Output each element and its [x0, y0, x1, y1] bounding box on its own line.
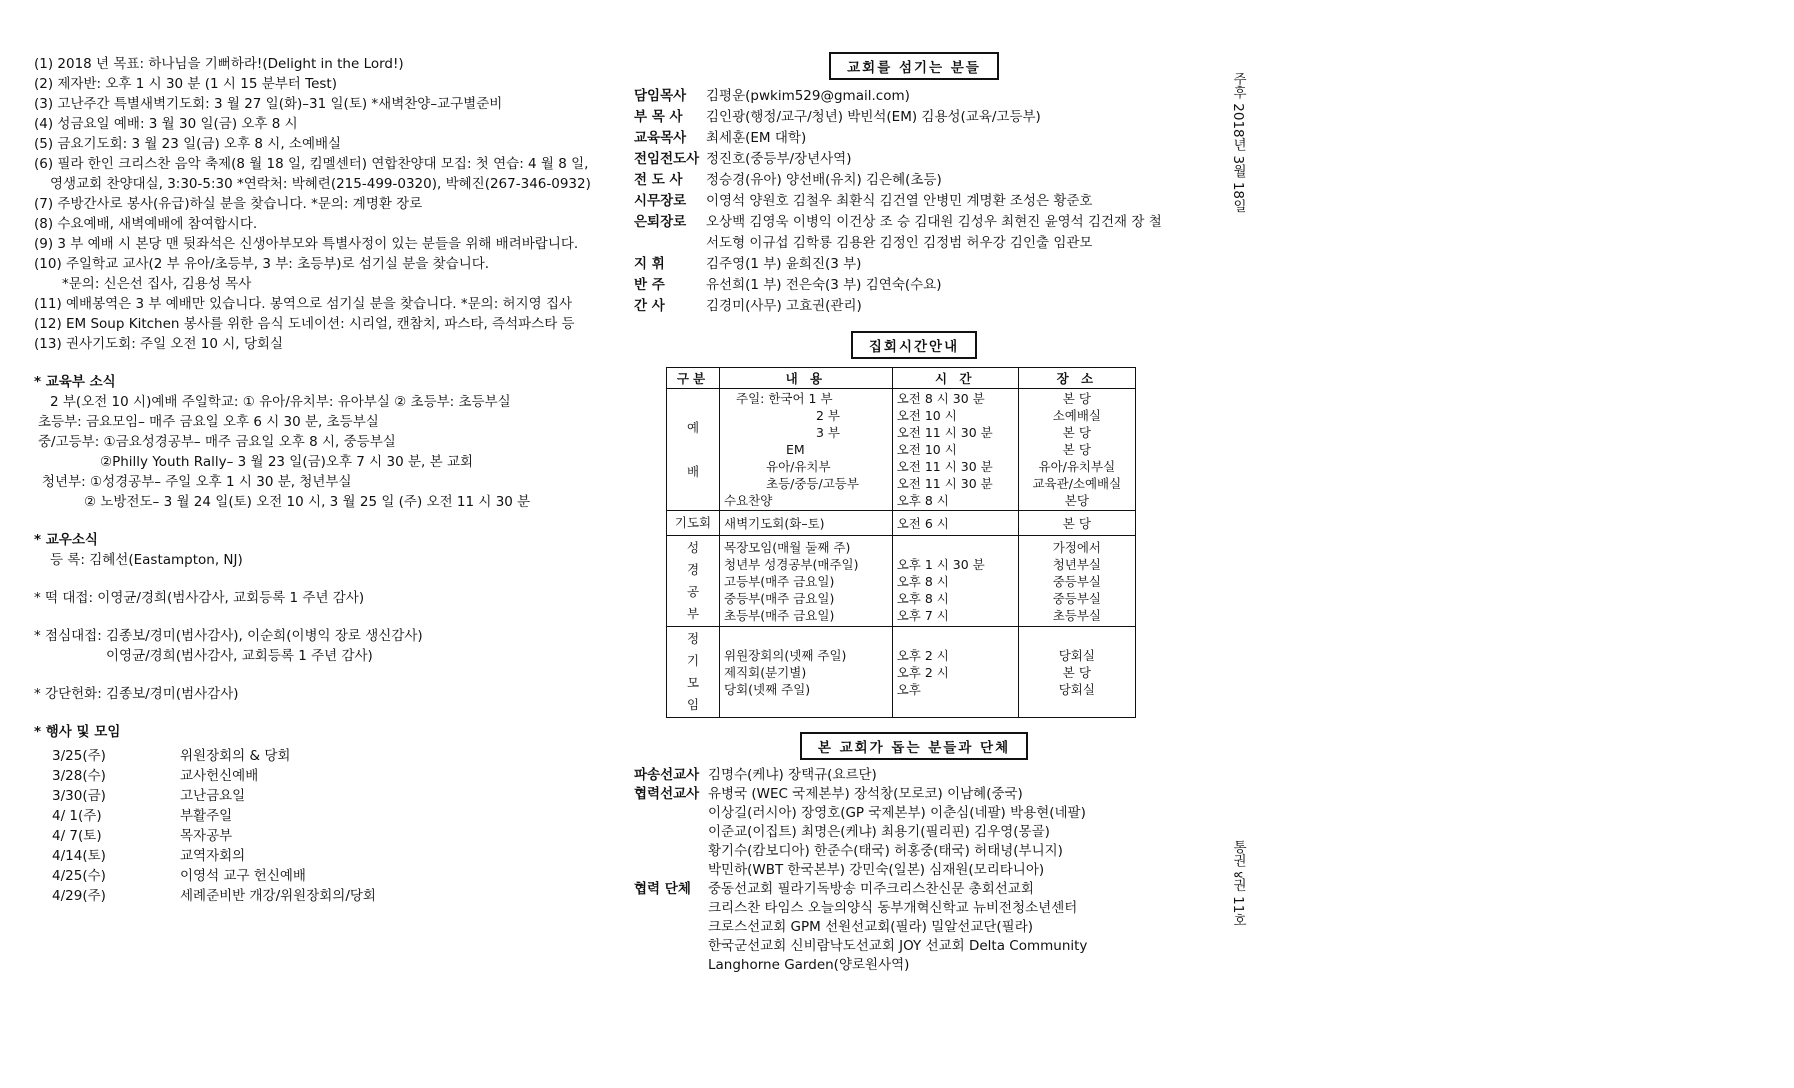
- announcement-item: *문의: 신은선 집사, 김용성 목사: [62, 276, 252, 292]
- schedule-header: 장 소: [1018, 368, 1135, 389]
- mission-names: 김명수(케냐) 장택규(요르단): [708, 767, 877, 783]
- schedule-header: 구분: [667, 368, 720, 389]
- staff-role: 반 주: [634, 277, 665, 293]
- schedule-content: 유아/유치부: [766, 459, 831, 474]
- schedule-time: [897, 539, 1014, 556]
- event-name: 고난금요일: [180, 788, 246, 804]
- staff-names: 서도형 이규섭 김학룡 김용완 김정인 김정범 허우강 김인출 임관모: [706, 235, 1093, 251]
- staff-row: [634, 170, 1194, 191]
- schedule-content: 3 부: [816, 425, 841, 440]
- schedule-category: 정 기 모 임: [667, 627, 720, 718]
- schedule-time: 오전 11 시 30 분: [896, 459, 993, 474]
- schedule-header: 시 간: [892, 368, 1018, 389]
- schedule-place: 중등부실: [1052, 573, 1101, 589]
- schedule-time: 오전 10 시: [896, 442, 957, 457]
- schedule-place-cell: [1018, 511, 1135, 536]
- mission-row: [634, 937, 1194, 956]
- mission-category: 파송선교사: [634, 767, 700, 783]
- schedule-time-cell: [892, 511, 1018, 536]
- schedule-time: 오후 8 시: [896, 590, 949, 606]
- staff-role: 지 휘: [634, 256, 665, 272]
- staff-row: [634, 233, 1194, 254]
- schedule-row: [667, 389, 1136, 511]
- schedule-content: 제직회(분기별): [724, 664, 807, 680]
- event-row: [34, 846, 619, 866]
- staff-names: 김평운(pwkim529@gmail.com): [706, 88, 910, 104]
- members-section: [34, 530, 619, 570]
- event-date: 4/29(주): [52, 888, 106, 904]
- staff-row: [634, 191, 1194, 212]
- announcement-item: (6) 필라 한인 크리스찬 음악 축제(8 월 18 일, 킴멜센터) 연합찬양대 모집: 첫 연습: 4 월 8 일,: [34, 156, 589, 172]
- mission-names: 이준교(이집트) 최명은(케냐) 최용기(필리핀) 김우영(몽골): [708, 824, 1050, 840]
- schedule-place: 당회실: [1058, 681, 1095, 697]
- mission-category: [634, 823, 708, 842]
- mission-row: [634, 785, 1194, 804]
- staff-row: [634, 212, 1194, 233]
- mission-category: [634, 861, 708, 880]
- schedule-place: 본 당: [1062, 425, 1091, 440]
- announcement-item: (4) 성금요일 예배: 3 월 30 일(금) 오후 8 시: [34, 116, 298, 132]
- event-row: [34, 866, 619, 886]
- event-name: 이영석 교구 헌신예배: [180, 868, 306, 884]
- mission-category: [634, 804, 708, 823]
- schedule-time: 오후 8 시: [896, 573, 949, 589]
- schedule-time: 오전 8 시 30 분: [896, 391, 985, 406]
- schedule-content: EM: [786, 442, 805, 457]
- staff-row: [634, 86, 1194, 107]
- schedule-title: 집회시간안내: [851, 331, 977, 359]
- announcement-item: (10) 주일학교 교사(2 부 유아/초등부, 3 부: 초등부)로 섬기실 분을 찾습니다.: [34, 256, 490, 272]
- schedule-place: 당회실: [1058, 647, 1095, 663]
- announcement-item: (9) 3 부 예배 시 본당 맨 뒷좌석은 신생아부모와 특별사정이 있는 분들을 위해 배려바랍니다.: [34, 236, 579, 252]
- announcement-item: (1) 2018 년 목표: 하나님을 기뻐하라!(Delight in the Lord!): [34, 56, 404, 72]
- schedule-time: 오전 6 시: [896, 515, 949, 531]
- event-row: [34, 786, 619, 806]
- mission-names: 유병국 (WEC 국제본부) 장석창(모로코) 이남혜(중국): [708, 786, 1023, 802]
- schedule-table: [666, 367, 1136, 718]
- mission-row: [634, 899, 1194, 918]
- schedule-time: 오후 2 시: [896, 664, 949, 680]
- schedule-content: 초등/중등/고등부: [766, 476, 859, 491]
- schedule-row: [667, 627, 1136, 718]
- event-row: [34, 766, 619, 786]
- mission-names: 한국군선교회 신비람낙도선교회 JOY 선교회 Delta Community: [708, 938, 1088, 954]
- mission-row: [634, 918, 1194, 937]
- mission-category: [634, 918, 708, 937]
- flowers-line: * 강단헌화: 김종보/경미(범사감사): [34, 686, 239, 702]
- schedule-row: [667, 511, 1136, 536]
- education-line: ②Philly Youth Rally– 3 월 23 일(금)오후 7 시 30 분, 본 교회: [100, 454, 474, 470]
- mission-row: [634, 766, 1194, 785]
- announcement-item: (2) 제자반: 오후 1 시 30 분 (1 시 15 분부터 Test): [34, 76, 337, 92]
- announcements-list: [34, 54, 619, 354]
- right-column: [634, 52, 1194, 975]
- staff-names: 정진호(중등부/장년사역): [706, 151, 852, 167]
- missions-title: 본 교회가 돕는 분들과 단체: [800, 732, 1028, 760]
- lunch-line-1: * 점심대접: 김종보/경미(범사감사), 이순희(이병익 장로 생신감사): [34, 628, 423, 644]
- schedule-time: 오전 11 시 30 분: [896, 476, 993, 491]
- lunch-line-2: 이영균/경희(범사감사, 교회등록 1 주년 감사): [106, 648, 373, 664]
- staff-role: 간 사: [634, 298, 665, 314]
- schedule-place-cell: [1018, 627, 1135, 718]
- announcement-item: (12) EM Soup Kitchen 봉사를 위한 음식 도네이션: 시리얼, 캔참치, 파스타, 즉석파스타 등: [34, 316, 575, 332]
- event-date: 4/ 1(주): [52, 808, 102, 824]
- event-name: 목자공부: [180, 828, 233, 844]
- event-row: [34, 746, 619, 766]
- staff-names: 김주영(1 부) 윤희진(3 부): [706, 256, 862, 272]
- announcement-item: (11) 예배봉역은 3 부 예배만 있습니다. 봉역으로 섬기실 분을 찾습니다. *문의: 허지영 집사: [34, 296, 573, 312]
- announcement-item: 영생교회 찬양대실, 3:30-5:30 *연락처: 박혜련(215-499-0320), 박혜진(267-346-0932): [50, 176, 591, 192]
- schedule-header: 내 용: [720, 368, 893, 389]
- event-row: [34, 806, 619, 826]
- events-list: [34, 746, 619, 906]
- mission-names: Langhorne Garden(양로원사역): [708, 957, 910, 973]
- mission-row: [634, 880, 1194, 899]
- event-row: [34, 886, 619, 906]
- schedule-time-cell: [892, 536, 1018, 627]
- schedule-header-row: [667, 368, 1136, 389]
- schedule-content-cell: [720, 627, 893, 718]
- mission-names: 크로스선교회 GPM 선원선교회(필라) 밀알선교단(필라): [708, 919, 1034, 935]
- staff-title: 교회를 섬기는 분들: [829, 52, 999, 80]
- schedule-place: 본당: [1064, 493, 1089, 508]
- mission-row: [634, 842, 1194, 861]
- mission-names: 황기수(캄보디아) 한준수(태국) 허홍중(태국) 허태녕(부니지): [708, 843, 1063, 859]
- schedule-place: 가정에서: [1052, 539, 1101, 555]
- mission-names: 이상길(러시아) 장영호(GP 국제본부) 이춘심(네팔) 박용현(네팔): [708, 805, 1086, 821]
- education-line: 2 부(오전 10 시)예배 주일학교: ① 유아/유치부: 유아부실 ② 초등부: 초등부실: [50, 394, 511, 410]
- mission-names: 크리스찬 타임스 오늘의양식 동부개혁신학교 뉴비전청소년센터: [708, 900, 1078, 916]
- left-column: [34, 54, 619, 906]
- schedule-time: 오후 8 시: [896, 493, 949, 508]
- members-title: * 교우소식: [34, 532, 98, 548]
- schedule-time: 오후 7 시: [896, 607, 949, 623]
- staff-role: 부 목 사: [634, 109, 683, 125]
- mission-row: [634, 823, 1194, 842]
- schedule-place: 초등부실: [1052, 607, 1101, 623]
- staff-role: 시무장로: [634, 193, 687, 209]
- rice-cake-line: * 떡 대접: 이영균/경희(범사감사, 교회등록 1 주년 감사): [34, 590, 365, 606]
- schedule-time: 오후: [896, 681, 921, 697]
- missions-list: [634, 766, 1194, 975]
- mission-row: [634, 861, 1194, 880]
- staff-role: 담임목사: [634, 88, 687, 104]
- staff-row: [634, 107, 1194, 128]
- mission-names: 중동선교회 필라기독방송 미주크리스찬신문 총회선교회: [708, 881, 1034, 897]
- schedule-time: 오후 1 시 30 분: [896, 556, 985, 572]
- mission-category: [634, 842, 708, 861]
- schedule-place: 본 당: [1062, 664, 1091, 680]
- staff-row: [634, 296, 1194, 317]
- lunch-section: [34, 626, 619, 666]
- announcement-item: (8) 수요예배, 새벽예배에 참여합시다.: [34, 216, 258, 232]
- schedule-content: 당회(넷째 주일): [724, 681, 811, 697]
- event-date: 3/25(주): [52, 748, 106, 764]
- schedule-category: 예 배: [667, 389, 720, 511]
- mission-category: 협력선교사: [634, 786, 700, 802]
- mission-category: [634, 937, 708, 956]
- schedule-content: 주일: 한국어 1 부: [736, 391, 833, 406]
- schedule-content: 위원장회의(넷째 주일): [724, 647, 847, 663]
- schedule-time: 오전 11 시 30 분: [896, 425, 993, 440]
- staff-role: 은퇴장로: [634, 214, 687, 230]
- education-title: * 교육부 소식: [34, 374, 116, 390]
- staff-names: 오상백 김영욱 이병익 이건상 조 승 김대원 김성우 최현진 윤영석 김건재 장 철: [706, 214, 1162, 230]
- schedule-category: 기도회: [667, 511, 720, 536]
- staff-row: [634, 275, 1194, 296]
- side-volume: 통권 ४권 11호: [1230, 840, 1246, 927]
- education-line: 청년부: ①성경공부– 주일 오후 1 시 30 분, 청년부실: [42, 474, 352, 490]
- staff-names: 김인광(행정/교구/청년) 박빈석(EM) 김용성(교육/고등부): [706, 109, 1041, 125]
- staff-names: 최세훈(EM 대학): [706, 130, 807, 146]
- events-title: * 행사 및 모임: [34, 724, 121, 740]
- staff-role: 교육목사: [634, 130, 687, 146]
- schedule-time: 오후 2 시: [896, 647, 949, 663]
- event-date: 4/25(수): [52, 868, 106, 884]
- announcement-item: (13) 권사기도회: 주일 오전 10 시, 당회실: [34, 336, 284, 352]
- event-name: 교역자회의: [180, 848, 246, 864]
- event-date: 3/30(금): [52, 788, 106, 804]
- schedule-content: 새벽기도회(화–토): [724, 515, 825, 531]
- announcement-item: (3) 고난주간 특별새벽기도회: 3 월 27 일(화)–31 일(토) *새벽찬양–교구별준비: [34, 96, 503, 112]
- staff-role: 전 도 사: [634, 172, 683, 188]
- mission-category: [634, 956, 708, 975]
- schedule-time: 오전 10 시: [896, 408, 957, 423]
- event-name: 세례준비반 개강/위원장회의/당회: [180, 888, 376, 904]
- schedule-place-cell: [1018, 389, 1135, 511]
- schedule-content: 목장모임(매월 둘째 주): [724, 539, 851, 555]
- education-line: ② 노방전도– 3 월 24 일(토) 오전 10 시, 3 월 25 일 (주) 오전 11 시 30 분: [84, 494, 531, 510]
- announcement-item: (7) 주방간사로 봉사(유급)하실 분을 찾습니다. *문의: 계명환 장로: [34, 196, 423, 212]
- event-name: 교사헌신예배: [180, 768, 259, 784]
- event-date: 3/28(수): [52, 768, 106, 784]
- mission-category: 협력 단체: [634, 881, 691, 897]
- education-section: [34, 372, 619, 512]
- staff-row: [634, 254, 1194, 275]
- schedule-place: 본 당: [1062, 442, 1091, 457]
- schedule-content: 수요찬양: [724, 493, 773, 508]
- schedule-content: 중등부(매주 금요일): [724, 590, 835, 606]
- staff-names: 정승경(유아) 양선배(유치) 김은혜(초등): [706, 172, 942, 188]
- schedule-time-cell: [892, 627, 1018, 718]
- event-date: 4/ 7(토): [52, 828, 102, 844]
- members-line: 등 록: 김혜선(Eastampton, NJ): [50, 552, 243, 568]
- schedule-place-cell: [1018, 536, 1135, 627]
- schedule-place: 교육관/소예배실: [1032, 476, 1122, 491]
- schedule-place: 본 당: [1062, 515, 1091, 531]
- schedule-place: 중등부실: [1052, 590, 1101, 606]
- mission-row: [634, 956, 1194, 975]
- staff-row: [634, 128, 1194, 149]
- mission-names: 박민하(WBT 한국본부) 강민숙(일본) 심재원(모리타니아): [708, 862, 1045, 878]
- mission-row: [634, 804, 1194, 823]
- events-section: [34, 722, 619, 906]
- staff-role: 전임전도사: [634, 151, 700, 167]
- schedule-category: 성 경 공 부: [667, 536, 720, 627]
- schedule-content: 초등부(매주 금요일): [724, 607, 835, 623]
- schedule-place: 소예배실: [1052, 408, 1101, 423]
- schedule-place: 유아/유치부실: [1038, 459, 1116, 474]
- schedule-content-cell: [720, 511, 893, 536]
- schedule-content: 고등부(매주 금요일): [724, 573, 835, 589]
- staff-names: 김경미(사무) 고효권(관리): [706, 298, 862, 314]
- event-name: 위원장회의 & 당회: [180, 748, 291, 764]
- schedule-time-cell: [892, 389, 1018, 511]
- staff-row: [634, 149, 1194, 170]
- staff-names: 유선희(1 부) 전은숙(3 부) 김연숙(수요): [706, 277, 942, 293]
- announcement-item: (5) 금요기도회: 3 월 23 일(금) 오후 8 시, 소예배실: [34, 136, 342, 152]
- schedule-content-cell: [720, 389, 893, 511]
- staff-names: 이영석 양원호 김철우 최환식 김건열 안병민 계명환 조성은 황준호: [706, 193, 1093, 209]
- schedule-content-cell: [720, 536, 893, 627]
- staff-list: [634, 86, 1194, 317]
- event-name: 부활주일: [180, 808, 233, 824]
- mission-category: [634, 899, 708, 918]
- schedule-content: 2 부: [816, 408, 841, 423]
- event-date: 4/14(토): [52, 848, 106, 864]
- event-row: [34, 826, 619, 846]
- education-line: 초등부: 금요모임– 매주 금요일 오후 6 시 30 분, 초등부실: [38, 414, 379, 430]
- side-date: 주후 2018년 3월 18일: [1230, 72, 1246, 213]
- schedule-row: [667, 536, 1136, 627]
- schedule-place: 본 당: [1062, 391, 1091, 406]
- schedule-content: 청년부 성경공부(매주일): [724, 556, 859, 572]
- education-line: 중/고등부: ①금요성경공부– 매주 금요일 오후 8 시, 중등부실: [38, 434, 396, 450]
- schedule-place: 청년부실: [1052, 556, 1101, 572]
